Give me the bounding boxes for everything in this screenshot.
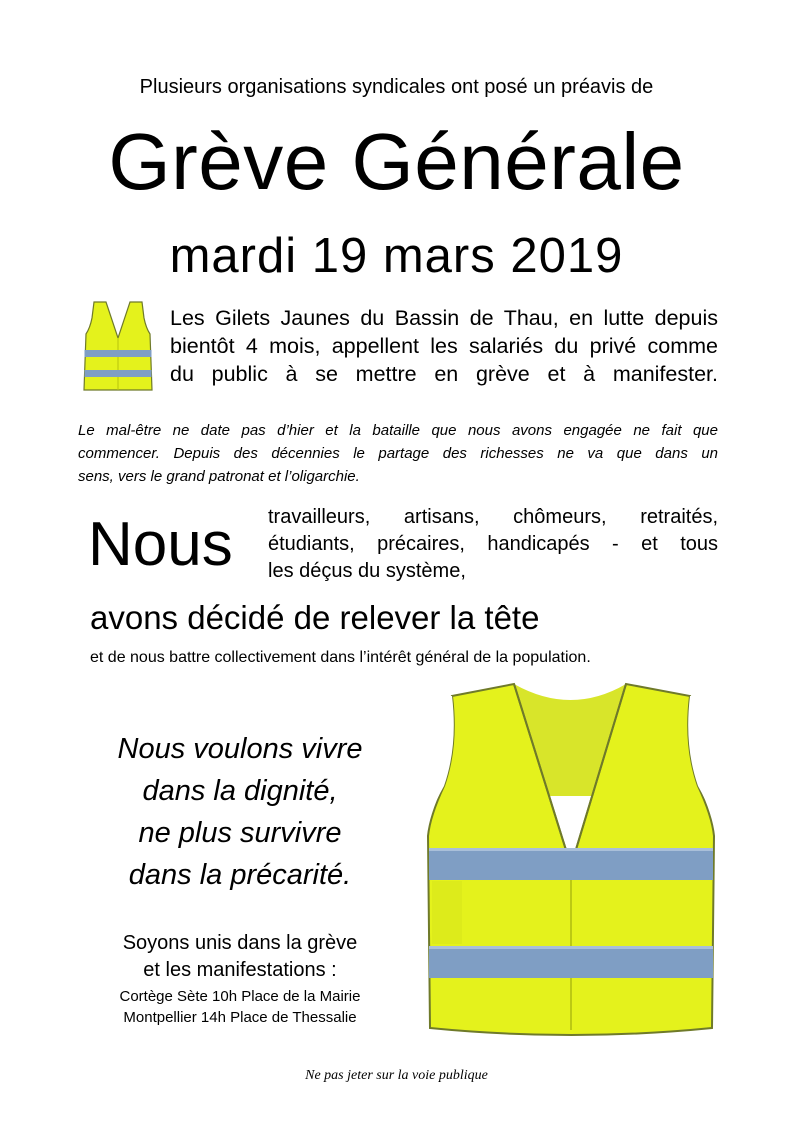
slogan-line: dans la dignité, <box>142 775 338 807</box>
slogan-line: dans la précarité. <box>128 859 352 891</box>
footer-note: Ne pas jeter sur la voie publique <box>305 1068 488 1083</box>
vest-intro-paragraph <box>170 304 718 388</box>
vest-intro-line: Les Gilets Jaunes du Bassin de Thau, en lutte depuis <box>170 306 718 330</box>
slogan-line: Nous voulons vivre <box>117 733 363 765</box>
nous-list-line: les déçus du système, <box>268 560 466 582</box>
united-line: et les manifestations : <box>143 959 337 981</box>
nous-list-line: étudiants, précaires, handicapés - et tous <box>268 533 718 555</box>
slogan-line: ne plus survivre <box>138 817 342 849</box>
main-title: Grève Générale <box>108 117 685 206</box>
intro-line: Plusieurs organisations syndicales ont posé un préavis de <box>139 76 654 98</box>
malaise-paragraph <box>78 419 718 488</box>
malaise-line: commencer. Depuis des décennies le partage des richesses ne va que dans un <box>78 445 718 462</box>
vest-intro-line: bientôt 4 mois, appellent les salariés du privé comme <box>170 334 718 358</box>
meeting-montpellier: Montpellier 14h Place de Thessalie <box>123 1009 357 1026</box>
large-yellow-vest-icon <box>422 676 720 1044</box>
united-call <box>60 930 420 984</box>
meeting-points <box>60 986 420 1028</box>
nous-list-line: travailleurs, artisans, chômeurs, retraités, <box>268 506 718 528</box>
vest-intro-line: du public à se mettre en grève et à manifester. <box>170 362 718 386</box>
nous-heading: Nous <box>88 510 233 579</box>
small-yellow-vest-icon <box>80 298 156 394</box>
decide-heading: avons décidé de relever la tête <box>90 599 540 636</box>
meeting-sete: Cortège Sète 10h Place de la Mairie <box>119 988 361 1005</box>
malaise-line: sens, vers le grand patronat et l’oligarchie. <box>78 468 360 485</box>
malaise-line: Le mal-être ne date pas d’hier et la bataille que nous avons engagée ne fait que <box>78 422 718 439</box>
slogan <box>60 728 420 896</box>
united-line: Soyons unis dans la grève <box>122 932 358 954</box>
collective-line: et de nous battre collectivement dans l’intérêt général de la population. <box>90 649 591 666</box>
nous-list <box>268 504 718 585</box>
strike-date: mardi 19 mars 2019 <box>169 229 624 283</box>
